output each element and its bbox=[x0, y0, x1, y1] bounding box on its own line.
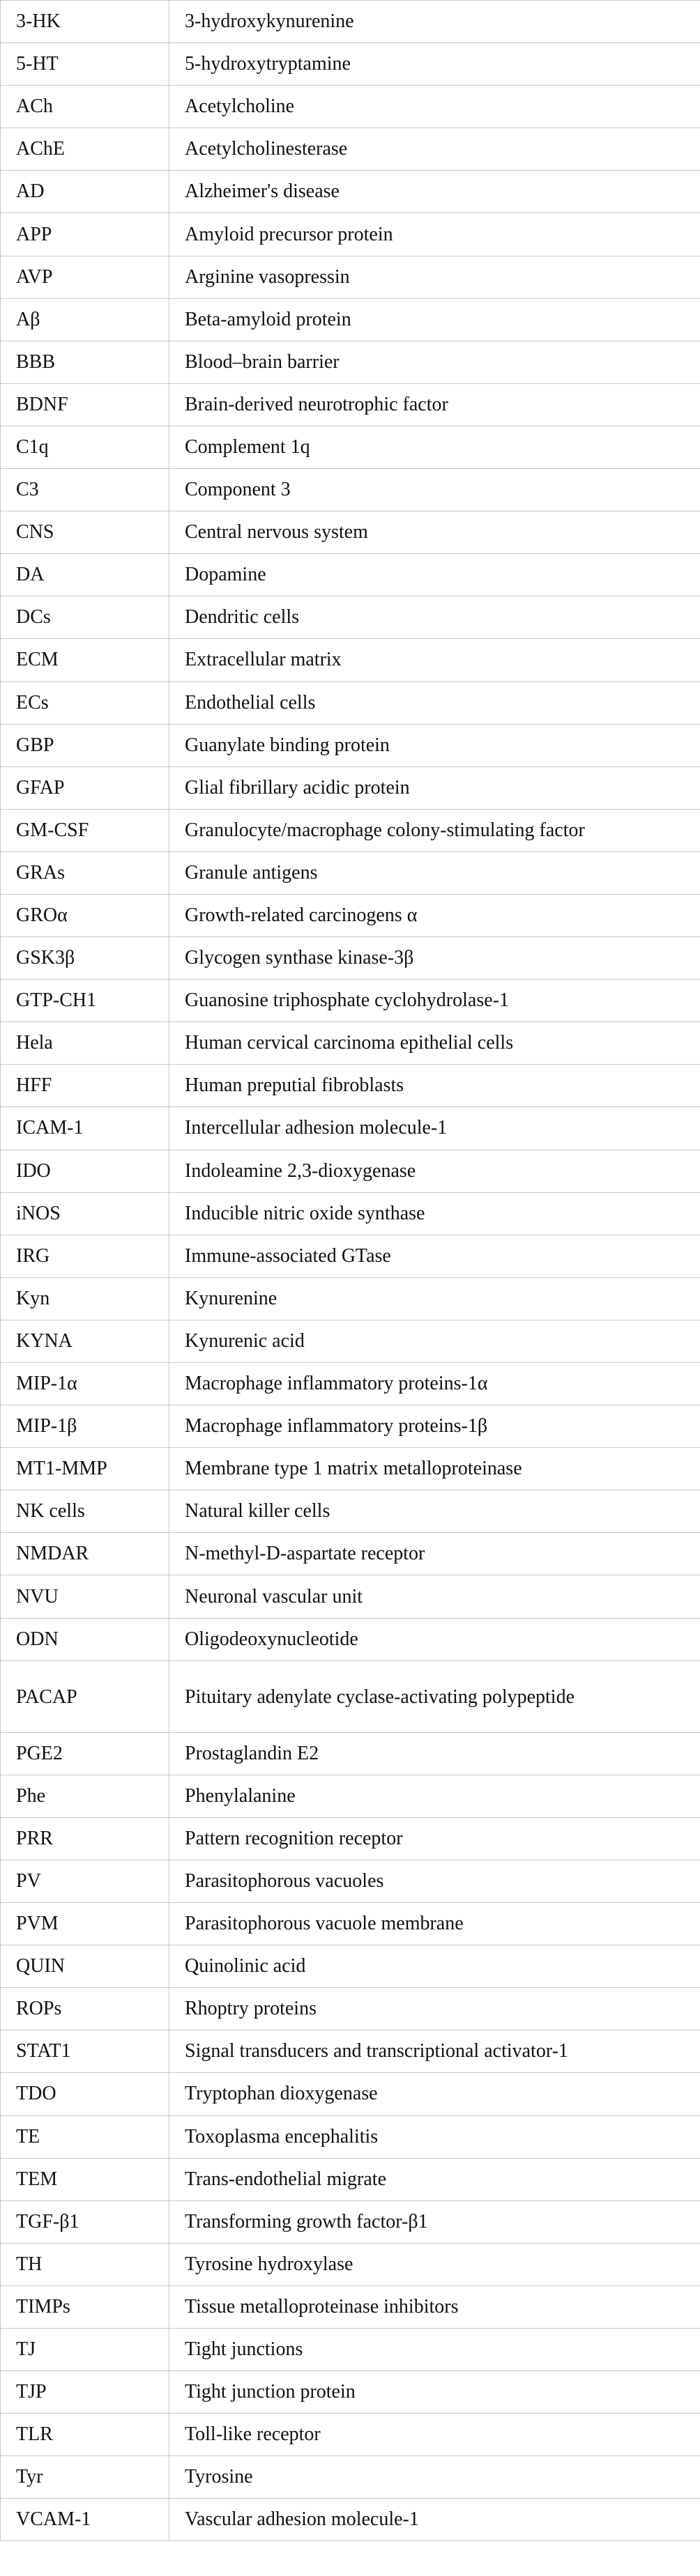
abbreviation-cell: GSK3β bbox=[1, 937, 169, 980]
abbreviation-cell: GROα bbox=[1, 894, 169, 936]
abbreviation-cell: C3 bbox=[1, 469, 169, 511]
abbreviation-cell: NK cells bbox=[1, 1490, 169, 1533]
abbreviation-cell: TEM bbox=[1, 2158, 169, 2200]
definition-cell: Granule antigens bbox=[169, 851, 700, 894]
definition-cell: Rhoptry proteins bbox=[169, 1988, 700, 2030]
table-row bbox=[1, 980, 700, 1022]
abbreviation-cell: PACAP bbox=[1, 1660, 169, 1732]
table-row bbox=[1, 1988, 700, 2030]
abbreviation-cell: TJ bbox=[1, 2328, 169, 2370]
abbreviation-cell: MIP-1α bbox=[1, 1363, 169, 1405]
abbreviation-cell: MIP-1β bbox=[1, 1405, 169, 1448]
table-row bbox=[1, 2243, 700, 2285]
abbreviation-cell: TH bbox=[1, 2243, 169, 2285]
definition-cell: Trans-endothelial migrate bbox=[169, 2158, 700, 2200]
abbreviation-cell: TJP bbox=[1, 2371, 169, 2414]
table-row bbox=[1, 1533, 700, 1575]
abbreviation-cell: Hela bbox=[1, 1022, 169, 1065]
definition-cell: Membrane type 1 matrix metalloproteinase bbox=[169, 1448, 700, 1490]
definition-cell: Transforming growth factor-β1 bbox=[169, 2200, 700, 2243]
table-row bbox=[1, 469, 700, 511]
table-row bbox=[1, 383, 700, 426]
table-row bbox=[1, 1618, 700, 1660]
table-row bbox=[1, 1660, 700, 1732]
abbreviation-cell: TLR bbox=[1, 2414, 169, 2456]
abbreviation-cell: CNS bbox=[1, 511, 169, 554]
definition-cell: Dendritic cells bbox=[169, 596, 700, 639]
abbreviation-cell: PV bbox=[1, 1860, 169, 1902]
table-row bbox=[1, 1817, 700, 1860]
table-row bbox=[1, 596, 700, 639]
table-row bbox=[1, 128, 700, 171]
table-row bbox=[1, 724, 700, 766]
abbreviation-cell: HFF bbox=[1, 1065, 169, 1107]
table-row bbox=[1, 43, 700, 86]
table-row bbox=[1, 1575, 700, 1618]
abbreviation-cell: DCs bbox=[1, 596, 169, 639]
definition-cell: Macrophage inflammatory proteins-1β bbox=[169, 1405, 700, 1448]
definition-cell: Tight junctions bbox=[169, 2328, 700, 2370]
definition-cell: Tight junction protein bbox=[169, 2371, 700, 2414]
definition-cell: Beta-amyloid protein bbox=[169, 298, 700, 341]
abbreviation-cell: iNOS bbox=[1, 1192, 169, 1235]
abbreviation-cell: VCAM-1 bbox=[1, 2499, 169, 2541]
abbreviation-cell: 3-HK bbox=[1, 1, 169, 43]
abbreviation-cell: TE bbox=[1, 2115, 169, 2158]
definition-cell: Toxoplasma encephalitis bbox=[169, 2115, 700, 2158]
table-row bbox=[1, 2073, 700, 2115]
abbreviation-cell: GTP-CH1 bbox=[1, 980, 169, 1022]
abbreviation-cell: GFAP bbox=[1, 766, 169, 809]
table-row bbox=[1, 2285, 700, 2328]
definition-cell: Neuronal vascular unit bbox=[169, 1575, 700, 1618]
definition-cell: Component 3 bbox=[169, 469, 700, 511]
abbreviation-cell: Aβ bbox=[1, 298, 169, 341]
table-row bbox=[1, 2030, 700, 2073]
definition-cell: Macrophage inflammatory proteins-1α bbox=[169, 1363, 700, 1405]
table-row bbox=[1, 1732, 700, 1775]
table-row bbox=[1, 2200, 700, 2243]
table-row bbox=[1, 1448, 700, 1490]
table-row bbox=[1, 2499, 700, 2541]
abbreviation-cell: PVM bbox=[1, 1903, 169, 1945]
definition-cell: Signal transducers and transcriptional activator-1 bbox=[169, 2030, 700, 2073]
table-row bbox=[1, 2371, 700, 2414]
table-row bbox=[1, 86, 700, 128]
abbreviation-cell: APP bbox=[1, 213, 169, 256]
table-row bbox=[1, 511, 700, 554]
table-row bbox=[1, 2328, 700, 2370]
definition-cell: Endothelial cells bbox=[169, 681, 700, 724]
definition-cell: Glial fibrillary acidic protein bbox=[169, 766, 700, 809]
abbreviation-cell: IDO bbox=[1, 1150, 169, 1192]
abbreviation-cell: KYNA bbox=[1, 1320, 169, 1362]
abbreviation-cell: ECM bbox=[1, 639, 169, 681]
table-row bbox=[1, 1945, 700, 1988]
definition-cell: Oligodeoxynucleotide bbox=[169, 1618, 700, 1660]
table-row bbox=[1, 1235, 700, 1277]
abbreviation-cell: TDO bbox=[1, 2073, 169, 2115]
definition-cell: Tyrosine hydroxylase bbox=[169, 2243, 700, 2285]
table-row bbox=[1, 213, 700, 256]
definition-cell: Prostaglandin E2 bbox=[169, 1732, 700, 1775]
table-row bbox=[1, 1107, 700, 1150]
abbreviation-cell: STAT1 bbox=[1, 2030, 169, 2073]
table-row bbox=[1, 809, 700, 851]
definition-cell: Central nervous system bbox=[169, 511, 700, 554]
abbreviation-cell: C1q bbox=[1, 426, 169, 468]
table-row bbox=[1, 1320, 700, 1362]
table-row bbox=[1, 341, 700, 383]
definition-cell: Natural killer cells bbox=[169, 1490, 700, 1533]
abbreviation-cell: PGE2 bbox=[1, 1732, 169, 1775]
definition-cell: Pituitary adenylate cyclase-activating polypeptide bbox=[169, 1660, 700, 1732]
definition-cell: Inducible nitric oxide synthase bbox=[169, 1192, 700, 1235]
definition-cell: Tissue metalloproteinase inhibitors bbox=[169, 2285, 700, 2328]
definition-cell: Brain-derived neurotrophic factor bbox=[169, 383, 700, 426]
abbreviation-cell: DA bbox=[1, 554, 169, 596]
definition-cell: Quinolinic acid bbox=[169, 1945, 700, 1988]
definition-cell: Tyrosine bbox=[169, 2456, 700, 2499]
definition-cell: Granulocyte/macrophage colony-stimulating factor bbox=[169, 809, 700, 851]
abbreviation-cell: MT1-MMP bbox=[1, 1448, 169, 1490]
definition-cell: Kynurenine bbox=[169, 1277, 700, 1320]
table-row bbox=[1, 1363, 700, 1405]
definition-cell: Dopamine bbox=[169, 554, 700, 596]
definition-cell: Blood–brain barrier bbox=[169, 341, 700, 383]
table-row bbox=[1, 681, 700, 724]
table-row bbox=[1, 1, 700, 43]
table-row bbox=[1, 1150, 700, 1192]
abbreviation-cell: 5-HT bbox=[1, 43, 169, 86]
table-row bbox=[1, 2414, 700, 2456]
definition-cell: Arginine vasopressin bbox=[169, 256, 700, 298]
table-row bbox=[1, 1775, 700, 1817]
abbreviation-cell: NVU bbox=[1, 1575, 169, 1618]
table-row bbox=[1, 2456, 700, 2499]
abbreviation-cell: ECs bbox=[1, 681, 169, 724]
definition-cell: Amyloid precursor protein bbox=[169, 213, 700, 256]
abbreviation-cell: IRG bbox=[1, 1235, 169, 1277]
abbreviation-cell: AVP bbox=[1, 256, 169, 298]
definition-cell: Pattern recognition receptor bbox=[169, 1817, 700, 1860]
abbreviation-cell: ICAM-1 bbox=[1, 1107, 169, 1150]
definition-cell: Guanosine triphosphate cyclohydrolase-1 bbox=[169, 980, 700, 1022]
abbreviations-table-body bbox=[1, 1, 700, 2541]
table-row bbox=[1, 298, 700, 341]
table-row bbox=[1, 1860, 700, 1902]
definition-cell: Alzheimer's disease bbox=[169, 171, 700, 213]
table-row bbox=[1, 1405, 700, 1448]
table-row bbox=[1, 1903, 700, 1945]
table-row bbox=[1, 1192, 700, 1235]
definition-cell: Phenylalanine bbox=[169, 1775, 700, 1817]
table-row bbox=[1, 426, 700, 468]
abbreviation-cell: GBP bbox=[1, 724, 169, 766]
table-row bbox=[1, 256, 700, 298]
abbreviation-cell: Kyn bbox=[1, 1277, 169, 1320]
definition-cell: Guanylate binding protein bbox=[169, 724, 700, 766]
abbreviation-cell: AD bbox=[1, 171, 169, 213]
definition-cell: Extracellular matrix bbox=[169, 639, 700, 681]
definition-cell: Complement 1q bbox=[169, 426, 700, 468]
abbreviation-cell: NMDAR bbox=[1, 1533, 169, 1575]
table-row bbox=[1, 851, 700, 894]
definition-cell: Immune-associated GTase bbox=[169, 1235, 700, 1277]
abbreviation-cell: ACh bbox=[1, 86, 169, 128]
table-row bbox=[1, 171, 700, 213]
abbreviation-cell: GRAs bbox=[1, 851, 169, 894]
abbreviation-cell: Tyr bbox=[1, 2456, 169, 2499]
abbreviation-cell: PRR bbox=[1, 1817, 169, 1860]
definition-cell: Parasitophorous vacuoles bbox=[169, 1860, 700, 1902]
definition-cell: Glycogen synthase kinase-3β bbox=[169, 937, 700, 980]
table-row bbox=[1, 766, 700, 809]
table-row bbox=[1, 1490, 700, 1533]
definition-cell: Parasitophorous vacuole membrane bbox=[169, 1903, 700, 1945]
definition-cell: 5-hydroxytryptamine bbox=[169, 43, 700, 86]
table-row bbox=[1, 639, 700, 681]
definition-cell: Intercellular adhesion molecule-1 bbox=[169, 1107, 700, 1150]
table-row bbox=[1, 894, 700, 936]
definition-cell: Acetylcholinesterase bbox=[169, 128, 700, 171]
definition-cell: Toll-like receptor bbox=[169, 2414, 700, 2456]
definition-cell: 3-hydroxykynurenine bbox=[169, 1, 700, 43]
definition-cell: Indoleamine 2,3-dioxygenase bbox=[169, 1150, 700, 1192]
definition-cell: Human preputial fibroblasts bbox=[169, 1065, 700, 1107]
table-row bbox=[1, 1022, 700, 1065]
table-row bbox=[1, 937, 700, 980]
definition-cell: Growth-related carcinogens α bbox=[169, 894, 700, 936]
definition-cell: Acetylcholine bbox=[169, 86, 700, 128]
table-row bbox=[1, 2158, 700, 2200]
table-row bbox=[1, 2115, 700, 2158]
definition-cell: Tryptophan dioxygenase bbox=[169, 2073, 700, 2115]
abbreviation-cell: AChE bbox=[1, 128, 169, 171]
abbreviation-cell: GM-CSF bbox=[1, 809, 169, 851]
abbreviation-cell: Phe bbox=[1, 1775, 169, 1817]
definition-cell: N-methyl-D-aspartate receptor bbox=[169, 1533, 700, 1575]
table-row bbox=[1, 1277, 700, 1320]
table-row bbox=[1, 554, 700, 596]
abbreviation-cell: TIMPs bbox=[1, 2285, 169, 2328]
abbreviation-cell: TGF-β1 bbox=[1, 2200, 169, 2243]
abbreviation-cell: BDNF bbox=[1, 383, 169, 426]
abbreviation-cell: ROPs bbox=[1, 1988, 169, 2030]
abbreviation-cell: BBB bbox=[1, 341, 169, 383]
definition-cell: Human cervical carcinoma epithelial cells bbox=[169, 1022, 700, 1065]
definition-cell: Vascular adhesion molecule-1 bbox=[169, 2499, 700, 2541]
table-row bbox=[1, 1065, 700, 1107]
abbreviation-cell: ODN bbox=[1, 1618, 169, 1660]
abbreviation-cell: QUIN bbox=[1, 1945, 169, 1988]
definition-cell: Kynurenic acid bbox=[169, 1320, 700, 1362]
